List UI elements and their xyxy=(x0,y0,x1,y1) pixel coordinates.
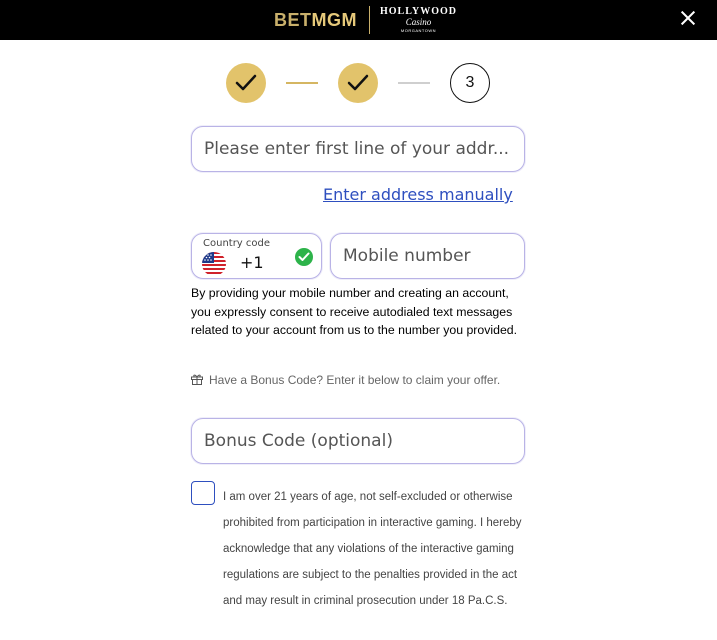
betmgm-logo: BETMGM xyxy=(274,9,357,30)
enter-address-manually-link[interactable]: Enter address manually xyxy=(323,185,513,204)
bonus-code-hint xyxy=(191,371,521,389)
country-code-select[interactable] xyxy=(191,233,322,279)
check-circle-icon xyxy=(295,248,313,266)
brand-logos xyxy=(274,0,457,40)
country-code-value: +1 xyxy=(240,253,264,272)
close-icon[interactable] xyxy=(678,8,698,28)
checkmark-icon xyxy=(234,73,258,93)
step-3-label: 3 xyxy=(465,74,475,91)
address-field[interactable] xyxy=(191,126,525,172)
gift-icon xyxy=(191,374,203,385)
bonus-code-field[interactable] xyxy=(191,418,525,464)
age-confirmation-text: I am over 21 years of age, not self-excluded or otherwise prohibited from participation in interactive gaming. I hereby acknowledge that any violations of the interactive gaming regulations are subject to the penalties provided in the act and may result in criminal prosecution under 18 Pa.C.S. xyxy=(223,491,522,607)
country-code-label: Country code xyxy=(203,238,271,249)
checkmark-icon xyxy=(346,73,370,93)
hollywood-casino-logo: HOLLYWOOD Casino MORGANTOWN xyxy=(380,6,457,33)
age-confirmation-checkbox[interactable] xyxy=(191,481,215,505)
step-connector-1 xyxy=(286,82,318,84)
address-input[interactable] xyxy=(192,127,524,171)
bonus-code-input[interactable] xyxy=(192,419,524,463)
sms-consent-text: By providing your mobile number and creating an account, you expressly consent to receive autodialed text messages related to your account from us to the number you provided. xyxy=(191,286,518,337)
bonus-hint-text: Have a Bonus Code? Enter it below to claim your offer. xyxy=(209,373,501,387)
us-flag-icon xyxy=(202,252,226,276)
mobile-number-input[interactable] xyxy=(331,234,524,278)
step-2-complete xyxy=(338,63,378,103)
step-connector-2 xyxy=(398,82,430,84)
logo-divider xyxy=(369,6,370,34)
step-1-complete xyxy=(226,63,266,103)
mobile-number-field[interactable] xyxy=(330,233,525,279)
top-bar xyxy=(0,0,717,40)
step-3-current xyxy=(450,63,490,103)
